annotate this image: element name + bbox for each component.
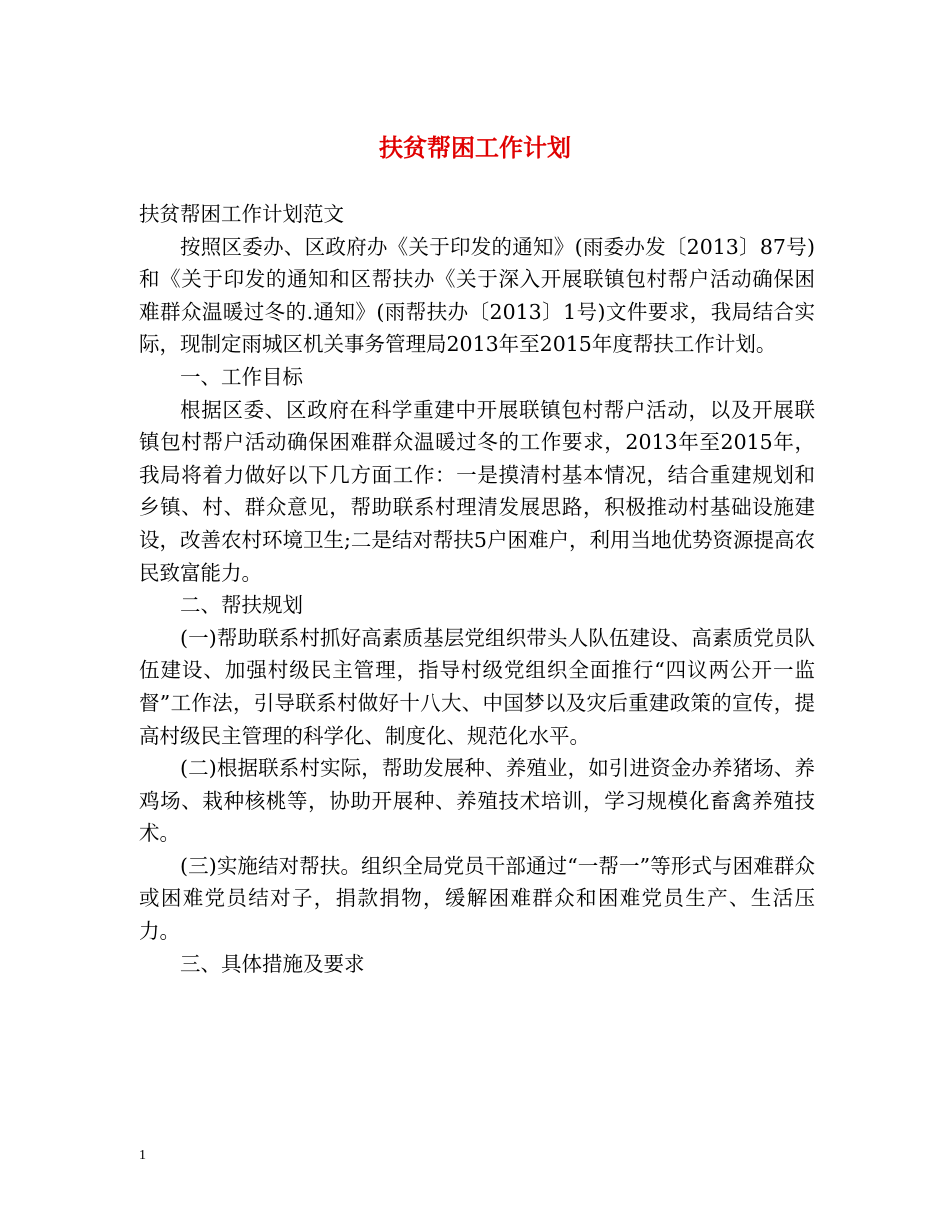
section-heading-plan: 二、帮扶规划 (180, 593, 303, 618)
section-heading-goals: 一、工作目标 (180, 364, 303, 389)
paragraph-plan-2: (二)根据联系村实际，帮助发展种、养殖业，如引进资金办养猪场、养鸡场、栽种核桃等，协助开展种、养殖技术培训，学习规模化畜禽养殖技术。 (139, 756, 815, 846)
paragraph-goals: 根据区委、区政府在科学重建中开展联镇包村帮户活动，以及开展联镇包村帮户活动确保困难群众温暖过冬的工作要求，2013年至2015年，我局将着力做好以下几方面工作：一是摸清村基本情况，结合重建规划和乡镇、村、群众意见，帮助联系村理清发展思路，积极推动村基础设施建设，改善农村环境卫生;二是结对帮扶5户困难户，利用当地优势资源提高农民致富能力。 (139, 397, 815, 585)
paragraph-plan-3: (三)实施结对帮扶。组织全局党员干部通过“一帮一”等形式与困难群众或困难党员结对子，捐款捐物，缓解困难群众和困难党员生产、生活压力。 (139, 853, 815, 944)
document-body (139, 198, 815, 980)
document-subtitle: 扶贫帮困工作计划范文 (139, 202, 344, 226)
paragraph-plan-1: (一)帮助联系村抓好高素质基层党组织带头人队伍建设、高素质党员队伍建设、加强村级民主管理，指导村级党组织全面推行“四议两公开一监督”工作法，引导联系村做好十八大、中国梦以及灾后重建政策的宣传，提高村级民主管理的科学化、制度化、规范化水平。 (139, 625, 815, 748)
section-heading-measures: 三、具体措施及要求 (180, 951, 365, 976)
paragraph-intro: 按照区委办、区政府办《关于印发的通知》(雨委办发〔2013〕87号)和《关于印发的通知和区帮扶办《关于深入开展联镇包村帮户活动确保困难群众温暖过冬的.通知》(雨帮扶办〔2013〕1号)文件要求，我局结合实际，现制定雨城区机关事务管理局2013年至2015年度帮扶工作计划。 (139, 234, 815, 357)
document-title: 扶贫帮困工作计划 (379, 133, 571, 162)
page-number: 1 (139, 1148, 146, 1163)
